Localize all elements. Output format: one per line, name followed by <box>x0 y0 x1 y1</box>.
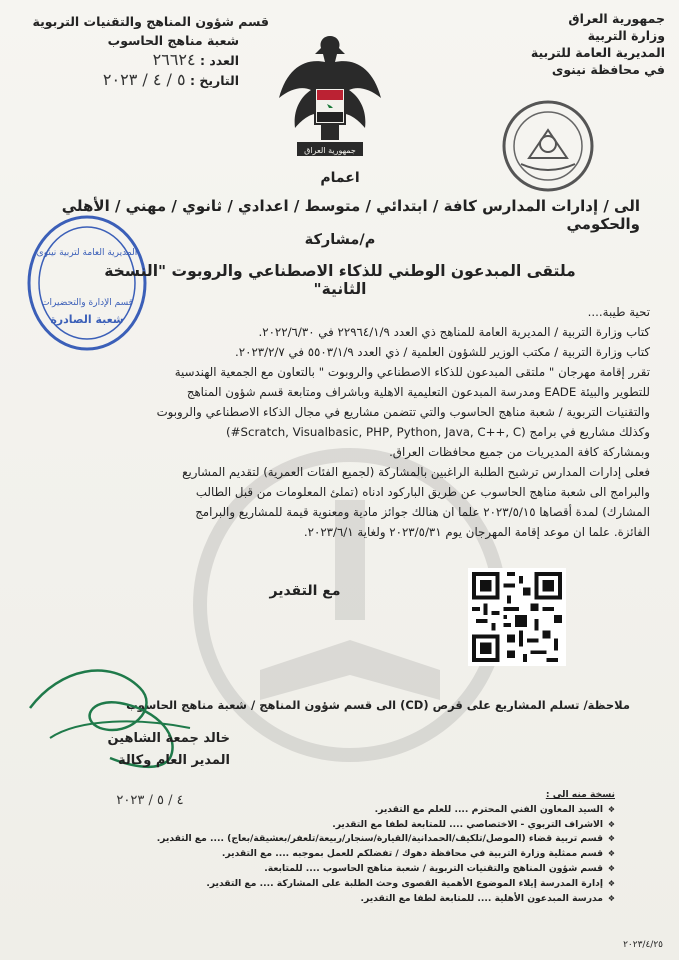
greeting: تحية طيبة.... <box>587 305 650 319</box>
emblem-banner-text: جمهورية العراق <box>304 146 356 155</box>
copies-list <box>85 788 615 906</box>
country-name: جمهورية العراق <box>568 11 665 26</box>
closing-regards: مع التقدير <box>269 583 341 599</box>
number-value: ٢٦٦٢٤ <box>152 50 196 69</box>
header-left <box>14 12 269 90</box>
list-item: ❖ مدرسة المبدعون الأهلية .... للمتابعة لطفا مع التقدير. <box>85 892 615 907</box>
signature-date: ٤ / ٥ / ٢٠٢٣ <box>116 793 184 808</box>
paragraph-1-line: وبمشاركة كافة المديريات من جميع محافظات العراق. <box>389 445 650 459</box>
paragraph-1-line: تقرر إقامة مهرجان " ملتقى المبدعون للذكاء الاصطناعي والروبوت " بالتعاون مع الجمعية الهندسية <box>174 365 650 379</box>
stamp-middle-text: قسم الإدارة والتحضيرات <box>41 298 133 308</box>
list-item: ❖ السيد المعاون الفني المحترم .... للعلم مع التقدير. <box>85 803 615 818</box>
paragraph-1-line: للتطوير والبيئة EADE ومدرسة المبدعون التعليمية الاهلية وباشراف ومتابعة قسم شؤون المناهج <box>186 385 650 399</box>
signatory-name: خالد جمعة الشاهين <box>107 731 230 746</box>
submission-note: ملاحظة/ تسلم المشاريع على قرص (CD) الى قسم شؤون المناهج / شعبة مناهج الحاسوب <box>126 698 630 712</box>
document-number: العدد : ٢٦٦٢٤ <box>152 50 239 69</box>
subject-title: ملتقى المبدعون الوطني للذكاء الاصطناعي والروبوت "النسخة الثانية" <box>104 262 576 298</box>
section-name: شعبة مناهج الحاسوب <box>107 33 239 48</box>
list-item: ❖ قسم شؤون المناهج والتقنيات التربوية / شعبة مناهج الحاسوب .... للمتابعة. <box>85 862 615 877</box>
signatory-title: المدير العام وكالة <box>118 753 230 768</box>
registration-qr-code <box>468 568 566 666</box>
directorate-name: المديرية العامة للتربية <box>530 45 665 60</box>
footer-date: ٢٠٢٣/٤/٢٥ <box>623 940 663 950</box>
list-item: ❖ الاشراف التربوي - الاختصاصي .... للمتابعة لطفا مع التقدير. <box>85 818 615 833</box>
list-item: ❖ إدارة المدرسة إيلاء الموضوع الأهمية القصوى وحث الطلبة على المشاركة .... مع التقدير. <box>85 877 615 892</box>
paragraph-2-line: المشارك) لمدة أقصاها ٢٠٢٣/٥/١٥ علما ان هنالك جوائز مادية ومعنوية قيمة للمشاريع والبرامج <box>195 505 650 519</box>
recipients-line: الى / إدارات المدارس كافة / ابتدائي / متوسط / اعدادي / ثانوي / مهني / الأهلي والحكومي <box>61 197 640 233</box>
letter-body <box>30 302 650 542</box>
paragraph-1-line: والتقنيات التربوية / شعبة مناهج الحاسوب والتي تتضمن مشاريع في مجال الذكاء الاصطناعي والروبوت <box>156 405 650 419</box>
reference-2: كتاب وزارة التربية / مكتب الوزير للشؤون العلمية / ذي العدد ٥٥٠٣/١/٩ في ٢٠٢٣/٢/٧. <box>235 345 650 359</box>
copies-title: نسخة منه الى : <box>545 789 615 800</box>
stamp-top-text: المديرية العامة لتربية نينوى <box>36 248 138 258</box>
paragraph-2-line: فعلى إدارات المدارس ترشيح الطلبة الراغبين بالمشاركة (لجميع الفئات العمرية) لتقديم المشاريع <box>182 465 650 479</box>
list-item: ❖ قسم ممثلية وزارة التربية في محافظة دهوك / تفضلكم للعمل بموجبه .... مع التقدير. <box>85 847 615 862</box>
directorate-seal-icon <box>489 96 607 196</box>
reference-1: كتاب وزارة التربية / المديرية العامة للمناهج ذي العدد ٢٢٩٦٤/١/٩ في ٢٠٢٢/٦/٣٠. <box>258 325 650 339</box>
ministry-name: وزارة التربية <box>587 28 665 43</box>
subject-label: م/مشاركة <box>304 232 376 248</box>
paragraph-2-line: الفائزة. علما ان موعد إقامة المهرجان يوم ٢٠٢٣/٥/٣١ ولغاية ٢٠٢٣/٦/١. <box>303 525 650 539</box>
governorate-name: في محافظة نينوى <box>551 62 665 77</box>
paragraph-1-line: وكذلك مشاريع في برامج (Scratch, Visualbasic, PHP, Python, Java, C++, C#) <box>226 425 650 439</box>
date-value: ٥ / ٤ / ٢٠٢٣ <box>102 70 186 89</box>
stamp-bottom-text: شعبة الصادرة <box>50 313 124 326</box>
document-date: التاريخ : ٥ / ٤ / ٢٠٢٣ <box>102 70 239 89</box>
iraq-eagle-emblem-icon <box>275 28 385 168</box>
paragraph-2-line: والبرامج الى شعبة مناهج الحاسوب عن طريق الباركود ادناه (تملئ المعلومات من قبل الطالب <box>195 485 650 499</box>
header-right <box>485 10 665 78</box>
department-name: قسم شؤون المناهج والتقنيات التربوية <box>32 14 269 29</box>
classification-label: اعمام <box>320 170 360 186</box>
signatory <box>60 728 230 772</box>
list-item: ❖ قسم تربية قضاء (الموصل/تلكيف/الحمدانية/القيارة/سنجار/ربيعة/تلعفر/بعشيقة/بعاج) .... مع التقدير. <box>85 832 615 847</box>
